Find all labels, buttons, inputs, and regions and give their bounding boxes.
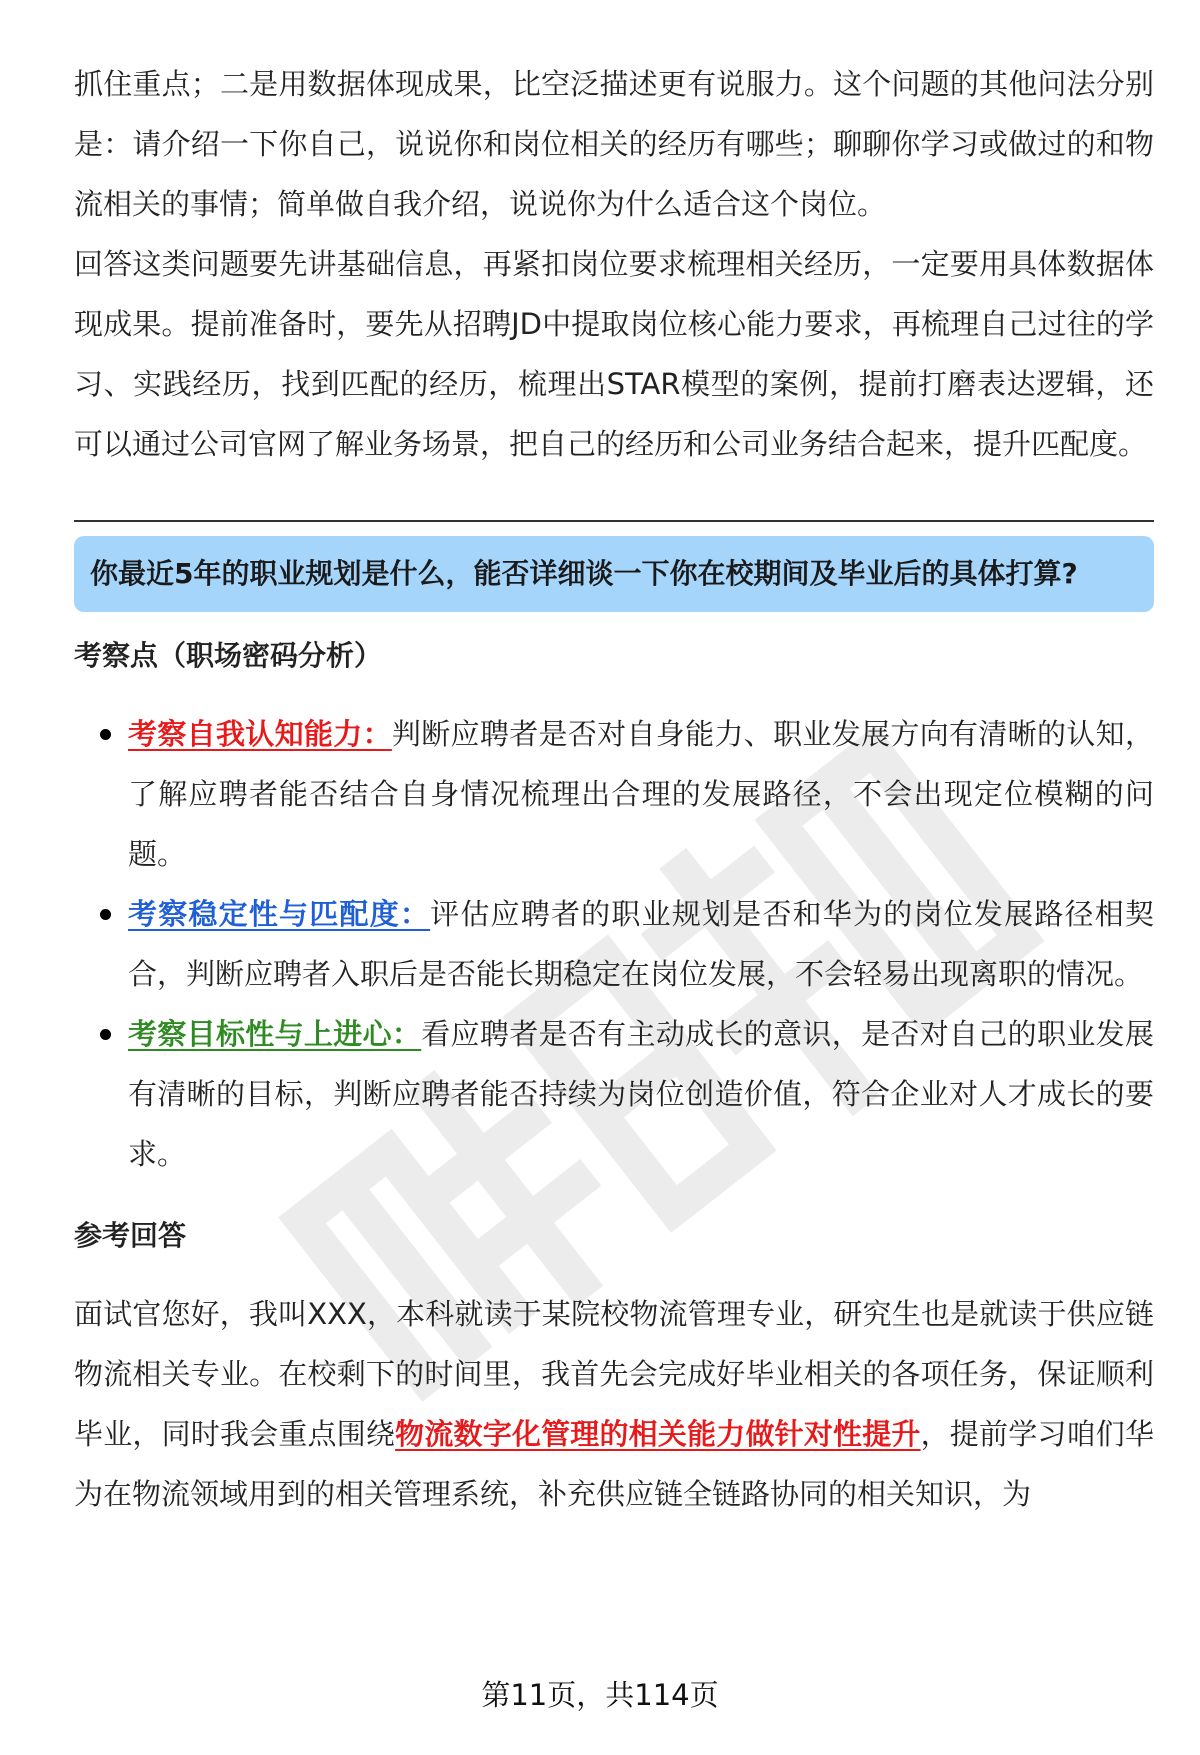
point-keyword: 考察目标性与上进心： — [128, 1017, 422, 1051]
point-text: 看应聘者是否有主动成长的意识，是否对自己的职业发展有清晰的目标，判断应聘者能否持续为岗位创造价值，符合企业对人才成长的要求。 — [128, 1017, 1154, 1171]
analysis-heading: 考察点（职场密码分析） — [74, 639, 383, 672]
reference-answer — [74, 1284, 1154, 1524]
answer-text-after: ，提前学习咱们华为在物流领域用到的相关管理系统，补充供应链全链路协同的相关知识，为 — [74, 1417, 1154, 1511]
point-text: 评估应聘者的职业规划是否和华为的岗位发展路径相契合，判断应聘者入职后是否能长期稳定在岗位发展，不会轻易出现离职的情况。 — [128, 897, 1154, 991]
answer-highlight: 物流数字化管理的相关能力做针对性提升 — [395, 1417, 921, 1451]
point-keyword: 考察稳定性与匹配度： — [128, 897, 431, 931]
question-box: 你最近5年的职业规划是什么，能否详细谈一下你在校期间及毕业后的具体打算? — [74, 536, 1154, 612]
section-divider — [74, 520, 1154, 522]
analysis-point — [74, 1004, 1154, 1184]
analysis-point — [74, 704, 1154, 884]
page-number: 第11页，共114页 — [481, 1678, 719, 1712]
bullet-icon — [100, 1029, 111, 1040]
intro-paragraph-2: 回答这类问题要先讲基础信息，再紧扣岗位要求梳理相关经历，一定要用具体数据体现成果。提前准备时，要先从招聘JD中提取岗位核心能力要求，再梳理自己过往的学习、实践经历，找到匹配的经历，梳理出STAR模型的案例，提前打磨表达逻辑，还可以通过公司官网了解业务场景，把自己的经历和公司业务结合起来，提升匹配度。 — [74, 247, 1154, 461]
bullet-icon — [100, 729, 111, 740]
analysis-points-list — [74, 704, 1154, 1184]
bullet-icon — [100, 909, 111, 920]
intro-paragraph-1: 抓住重点；二是用数据体现成果，比空泛描述更有说服力。这个问题的其他问法分别是：请介绍一下你自己，说说你和岗位相关的经历有哪些；聊聊你学习或做过的和物流相关的事情；简单做自我介绍，说说你为什么适合这个岗位。 — [74, 67, 1154, 221]
analysis-point — [74, 884, 1154, 1004]
answer-text-before: 面试官您好，我叫XXX，本科就读于某院校物流管理专业，研究生也是就读于供应链物流相关专业。在校剩下的时间里，我首先会完成好毕业相关的各项任务，保证顺利毕业，同时我会重点围绕 — [74, 1297, 1154, 1451]
point-text: 判断应聘者是否对自身能力、职业发展方向有清晰的认知，了解应聘者能否结合自身情况梳理出合理的发展路径，不会出现定位模糊的问题。 — [128, 717, 1154, 871]
reference-heading: 参考回答 — [74, 1219, 187, 1252]
content-area — [74, 54, 1154, 1524]
point-keyword: 考察自我认知能力： — [128, 717, 392, 751]
